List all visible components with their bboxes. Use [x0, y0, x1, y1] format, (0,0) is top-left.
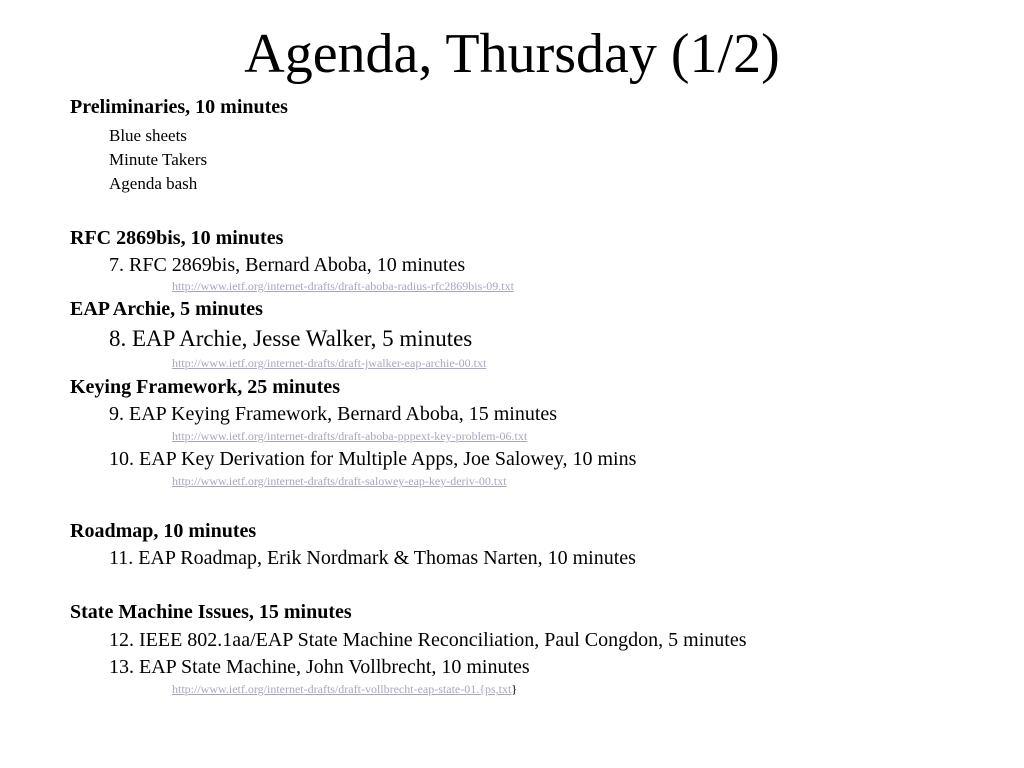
agenda-item-eap-key-derivation: 10. EAP Key Derivation for Multiple Apps, Joe Salowey, 10 mins — [109, 448, 637, 470]
agenda-item-eap-archie: 8. EAP Archie, Jesse Walker, 5 minutes — [109, 326, 473, 351]
section-heading-eap-archie: EAP Archie, 5 minutes — [70, 298, 263, 320]
draft-link-key-problem[interactable]: http://www.ietf.org/internet-drafts/draft-aboba-pppext-key-problem-06.txt — [172, 429, 528, 443]
draft-link-state-machine-line — [172, 682, 517, 697]
agenda-item-minute-takers: Minute Takers — [109, 150, 208, 169]
link-closing-brace: } — [511, 682, 518, 696]
agenda-item-eap-roadmap: 11. EAP Roadmap, Erik Nordmark & Thomas Narten, 10 minutes — [109, 547, 636, 569]
section-heading-rfc2869bis: RFC 2869bis, 10 minutes — [70, 227, 284, 249]
agenda-item-eap-state-machine: 13. EAP State Machine, John Vollbrecht, 10 minutes — [109, 656, 530, 678]
draft-link-rfc2869bis[interactable]: http://www.ietf.org/internet-drafts/draft-aboba-radius-rfc2869bis-09.txt — [172, 279, 514, 293]
agenda-item-eap-keying-framework: 9. EAP Keying Framework, Bernard Aboba, 15 minutes — [109, 403, 558, 425]
agenda-item-blue-sheets: Blue sheets — [109, 126, 187, 145]
agenda-item-state-machine-reconciliation: 12. IEEE 802.1aa/EAP State Machine Reconciliation, Paul Congdon, 5 minutes — [109, 629, 747, 651]
section-heading-roadmap: Roadmap, 10 minutes — [70, 520, 257, 542]
draft-link-key-deriv[interactable]: http://www.ietf.org/internet-drafts/draft-salowey-eap-key-deriv-00.txt — [172, 474, 507, 488]
agenda-item-rfc2869bis: 7. RFC 2869bis, Bernard Aboba, 10 minutes — [109, 254, 466, 276]
section-heading-keying-framework: Keying Framework, 25 minutes — [70, 376, 340, 398]
draft-link-eap-archie[interactable]: http://www.ietf.org/internet-drafts/draft-jwalker-eap-archie-00.txt — [172, 356, 487, 370]
draft-link-eap-state[interactable]: http://www.ietf.org/internet-drafts/draft-vollbrecht-eap-state-01.{ps,txt — [172, 682, 512, 696]
page-title: Agenda, Thursday (1/2) — [244, 23, 780, 85]
section-heading-state-machine: State Machine Issues, 15 minutes — [70, 601, 352, 623]
agenda-item-agenda-bash: Agenda bash — [109, 174, 198, 193]
section-heading-preliminaries: Preliminaries, 10 minutes — [70, 96, 288, 118]
